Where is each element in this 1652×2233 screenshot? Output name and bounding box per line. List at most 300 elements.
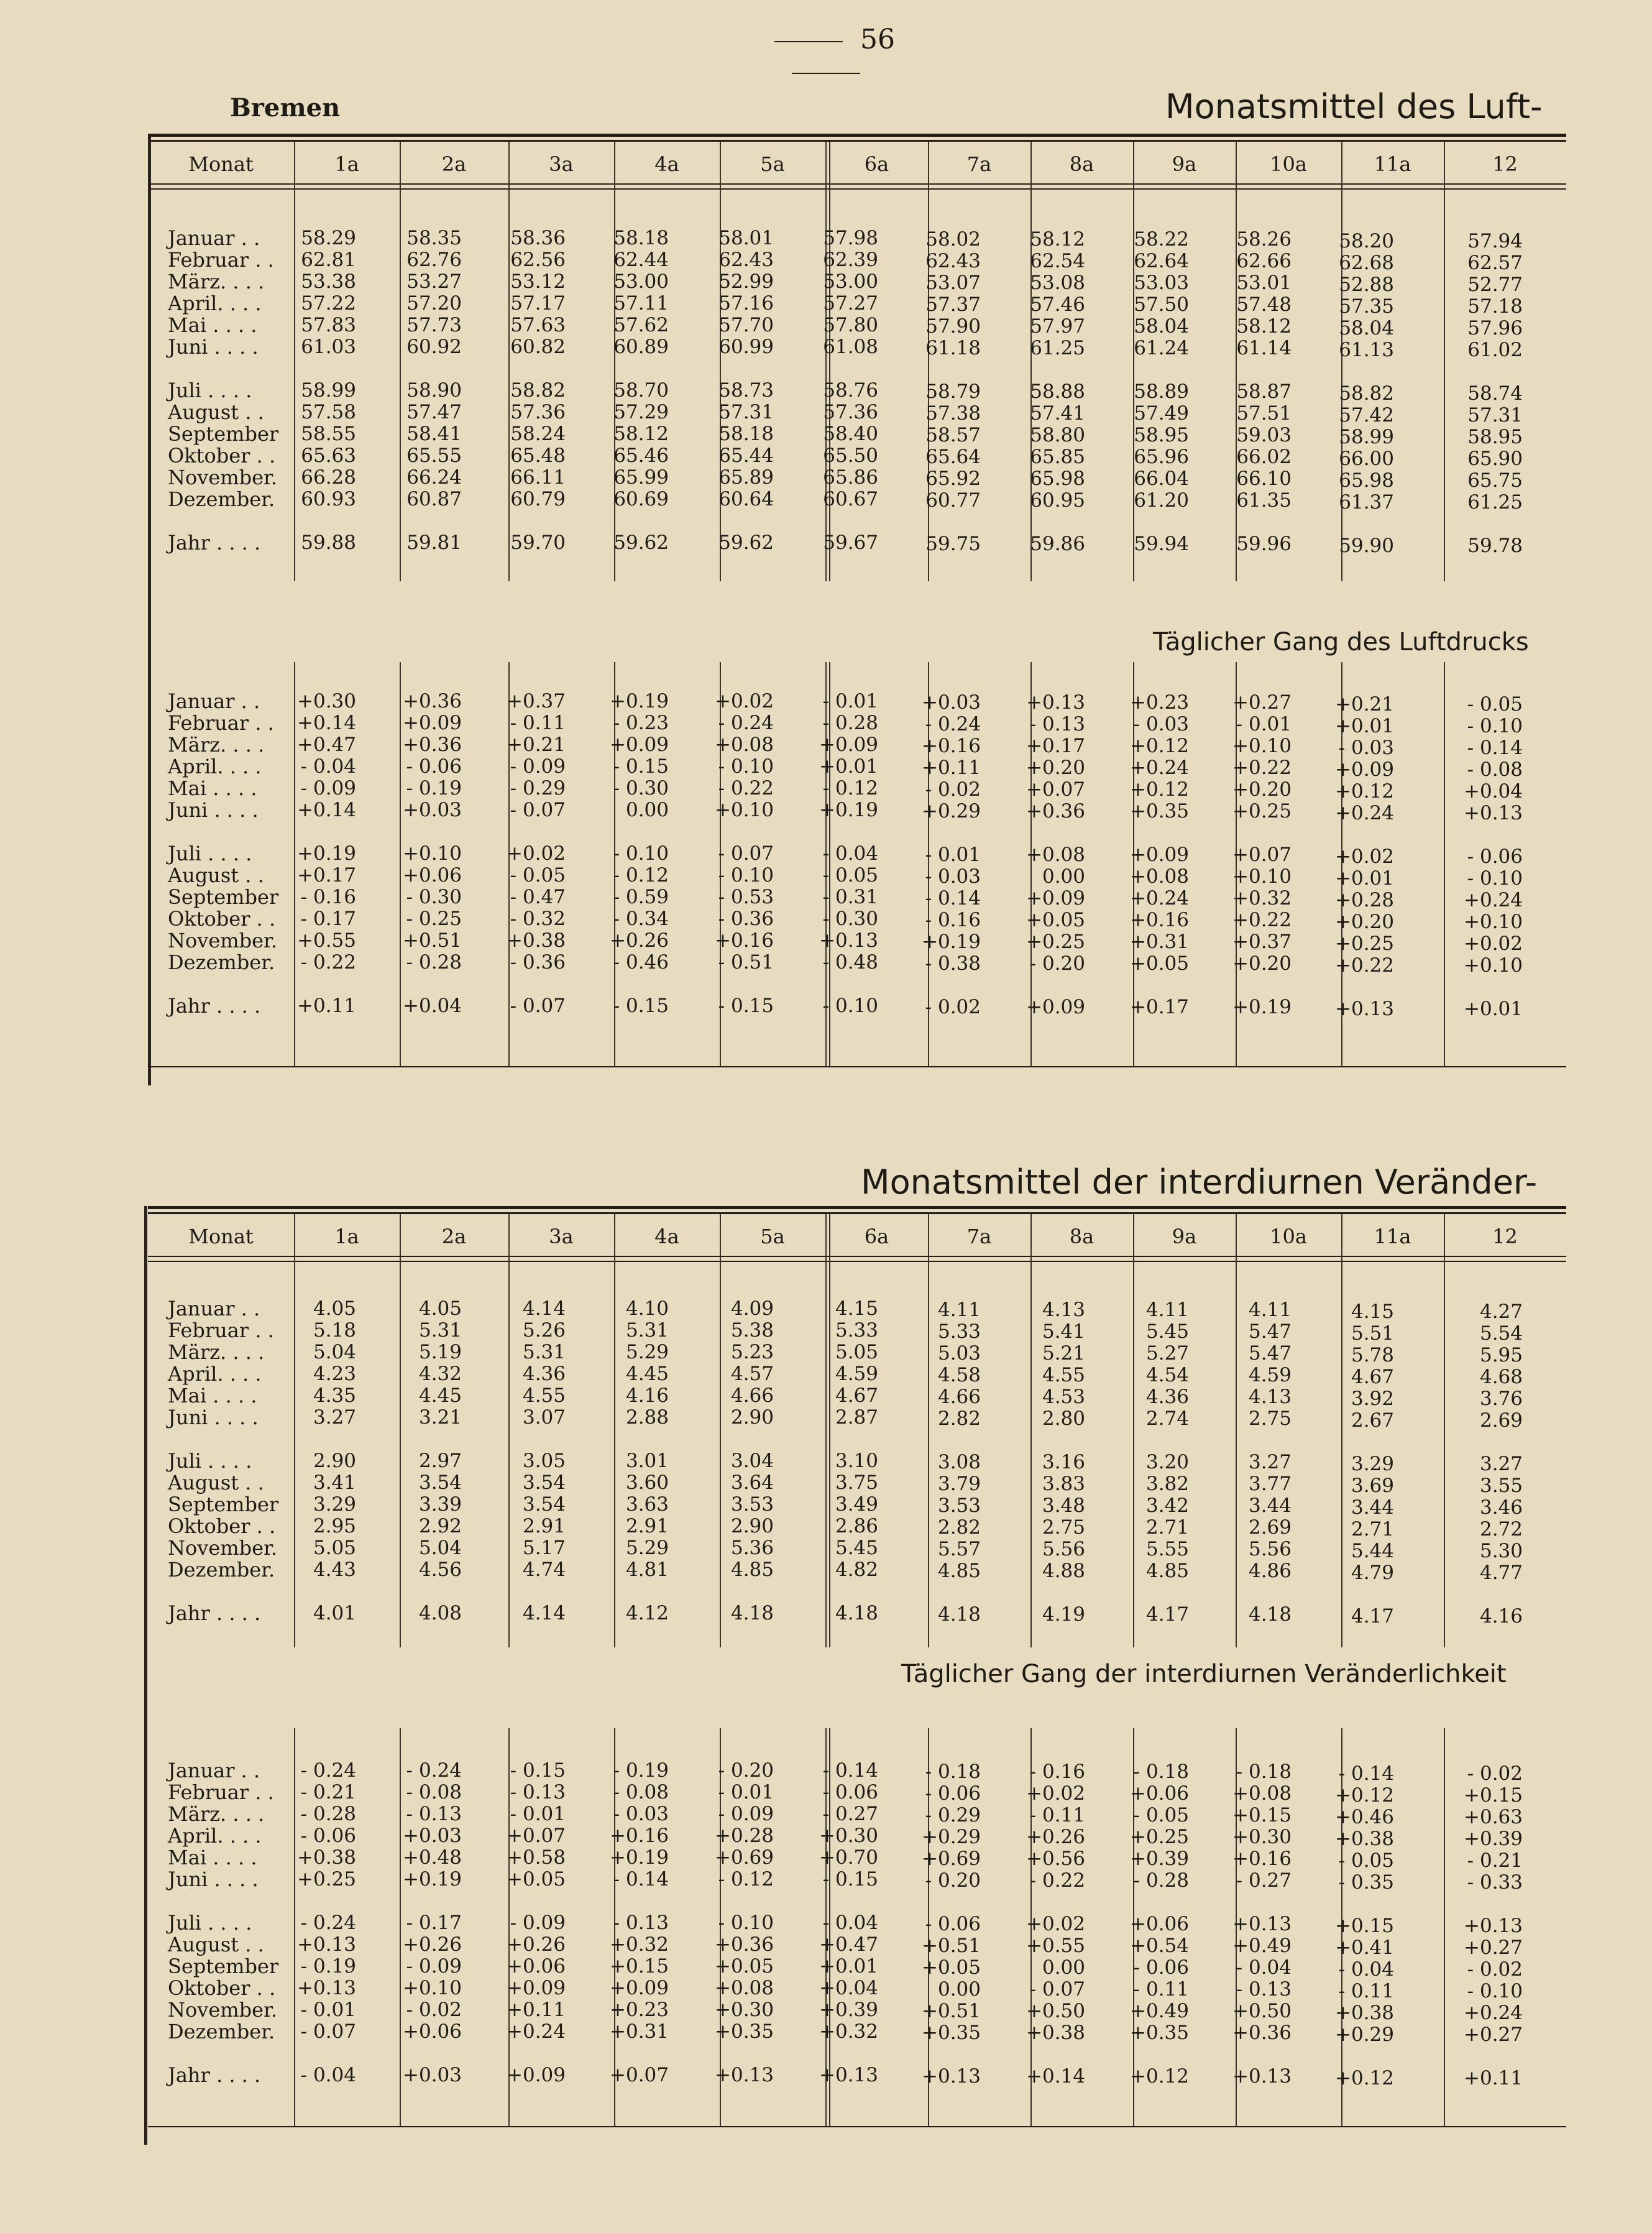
page-number-text: 56 xyxy=(860,24,895,55)
pressure-daily-row-label: Februar . . xyxy=(168,711,274,735)
pressure-mean-cell: 58.35 xyxy=(406,227,462,249)
variability-mean-cell: 2.75 xyxy=(1042,1516,1085,1539)
variability-daily-cell: +0.16 xyxy=(610,1825,669,1847)
pressure-mean-row-label: Januar . . xyxy=(168,226,260,250)
variability-mean-row-label: August . . xyxy=(168,1471,264,1494)
pressure-mean-cell: 62.43 xyxy=(925,250,981,272)
pressure-vline-upper-5 xyxy=(720,142,721,581)
pressure-daily-cell: - 0.07 xyxy=(718,842,774,865)
variability-daily-cell: +0.05 xyxy=(922,1956,981,1979)
pressure-vline-upper-8 xyxy=(1030,142,1032,581)
title-variability-daily: Täglicher Gang der interdiurnen Veränderlichkeit xyxy=(901,1660,1507,1688)
pressure-daily-cell: - 0.19 xyxy=(406,777,462,799)
pressure-daily-row-label: Juni . . . . xyxy=(168,798,259,822)
variability-daily-cell: - 0.27 xyxy=(1236,1869,1292,1892)
variability-daily-cell: +0.38 xyxy=(1335,1828,1394,1850)
variability-daily-cell: +0.35 xyxy=(1130,2022,1189,2044)
variability-daily-cell: +0.19 xyxy=(403,1868,462,1890)
variability-daily-cell: +0.36 xyxy=(1232,2022,1292,2044)
variability-mean-cell: 4.32 xyxy=(418,1363,462,1385)
variability-mean-cell: 4.56 xyxy=(418,1558,462,1581)
pressure-daily-cell: - 0.28 xyxy=(822,712,878,734)
variability-header-9a: 9a xyxy=(1172,1225,1197,1248)
variability-mean-cell: 3.27 xyxy=(1248,1451,1292,1473)
variability-daily-cell: +0.08 xyxy=(715,1977,774,1999)
pressure-mean-row-label: Dezember. xyxy=(168,487,275,511)
pressure-mean-cell: 59.78 xyxy=(1467,535,1523,557)
variability-mean-cell: 4.57 xyxy=(730,1363,774,1385)
variability-mean-cell: 4.01 xyxy=(313,1602,356,1624)
pressure-mean-cell: 65.99 xyxy=(613,466,669,489)
variability-daily-row-label: Jahr . . . . xyxy=(168,2063,261,2087)
pressure-mean-cell: 57.36 xyxy=(510,401,566,423)
pressure-mean-cell: 65.75 xyxy=(1467,469,1523,492)
pressure-daily-cell: +0.36 xyxy=(403,734,462,756)
variability-daily-cell: - 0.10 xyxy=(1467,1980,1523,2002)
variability-daily-cell: +0.13 xyxy=(297,1933,356,1956)
variability-daily-cell: - 0.08 xyxy=(406,1781,462,1803)
variability-mean-cell: 4.36 xyxy=(1145,1386,1189,1408)
pressure-daily-cell: +0.10 xyxy=(1464,911,1523,933)
variability-daily-cell: +0.50 xyxy=(1232,2000,1292,2022)
variability-daily-cell: +0.30 xyxy=(715,1999,774,2021)
variability-daily-cell: - 0.11 xyxy=(1338,1980,1394,2002)
pressure-mean-row-label: Februar . . xyxy=(168,248,274,272)
pressure-vline-upper-7 xyxy=(928,142,929,581)
pressure-rule-head-1 xyxy=(148,183,1566,185)
pressure-daily-cell: +0.19 xyxy=(819,799,878,821)
pressure-daily-cell: +0.09 xyxy=(819,734,878,756)
pressure-daily-cell: +0.03 xyxy=(922,691,981,714)
pressure-daily-cell: +0.22 xyxy=(1335,954,1394,977)
pressure-daily-cell: +0.02 xyxy=(1464,932,1523,955)
pressure-mean-cell: 57.49 xyxy=(1134,402,1189,425)
variability-daily-cell: +0.49 xyxy=(1130,2000,1189,2022)
variability-daily-cell: +0.36 xyxy=(715,1933,774,1956)
pressure-daily-cell: +0.10 xyxy=(715,799,774,821)
variability-mean-cell: 5.38 xyxy=(730,1319,774,1342)
variability-mean-cell: 3.48 xyxy=(1042,1494,1085,1517)
variability-mean-row-label: September xyxy=(168,1493,279,1516)
pressure-daily-row-label: November. xyxy=(168,929,277,952)
pressure-daily-cell: +0.27 xyxy=(1232,691,1292,714)
page-number-dash-right xyxy=(792,73,860,74)
pressure-mean-cell: 65.85 xyxy=(1030,446,1085,468)
pressure-mean-row-label: Juli . . . . xyxy=(168,379,252,402)
pressure-mean-row-label: Juni . . . . xyxy=(168,335,259,359)
variability-daily-cell: - 0.13 xyxy=(406,1803,462,1825)
pressure-daily-cell: +0.02 xyxy=(1335,845,1394,868)
pressure-header-11a: 11a xyxy=(1374,152,1411,176)
pressure-mean-cell: 57.38 xyxy=(925,402,981,425)
pressure-mean-cell: 65.55 xyxy=(406,444,462,467)
pressure-rule-top-2 xyxy=(148,140,1566,142)
variability-mean-cell: 2.71 xyxy=(1145,1516,1189,1539)
variability-mean-cell: 5.29 xyxy=(625,1537,669,1559)
pressure-daily-cell: +0.20 xyxy=(1026,757,1085,779)
pressure-vline-upper-2 xyxy=(400,142,401,581)
variability-header-5a: 5a xyxy=(760,1225,785,1248)
pressure-daily-cell: - 0.11 xyxy=(510,712,566,734)
pressure-mean-cell: 62.57 xyxy=(1467,252,1523,274)
variability-daily-cell: - 0.20 xyxy=(925,1869,981,1892)
variability-mean-cell: 4.10 xyxy=(625,1297,669,1320)
variability-mean-cell: 4.12 xyxy=(625,1602,669,1624)
pressure-daily-cell: - 0.10 xyxy=(822,995,878,1017)
variability-vline-upper-10 xyxy=(1236,1214,1237,1647)
variability-daily-cell: - 0.06 xyxy=(925,1913,981,1935)
pressure-mean-cell: 61.24 xyxy=(1134,337,1189,359)
left-border-bottom xyxy=(144,1206,147,2145)
pressure-mean-row-label: Oktober . . xyxy=(168,444,276,467)
variability-mean-cell: 5.44 xyxy=(1351,1540,1394,1562)
variability-mean-cell: 4.11 xyxy=(1248,1299,1292,1321)
pressure-mean-cell: 61.14 xyxy=(1236,337,1292,359)
variability-daily-cell: +0.70 xyxy=(819,1846,878,1869)
variability-mean-cell: 3.21 xyxy=(418,1406,462,1429)
variability-mean-cell: 2.87 xyxy=(835,1406,878,1429)
pressure-mean-cell: 53.00 xyxy=(613,270,669,293)
pressure-mean-cell: 65.98 xyxy=(1030,467,1085,490)
variability-mean-cell: 5.30 xyxy=(1479,1540,1523,1562)
variability-daily-row-label: November. xyxy=(168,1998,277,2022)
pressure-mean-cell: 53.12 xyxy=(510,270,566,293)
pressure-mean-cell: 60.93 xyxy=(301,488,356,510)
pressure-vline-upper-10 xyxy=(1236,142,1237,581)
pressure-daily-cell: +0.37 xyxy=(507,690,566,712)
variability-mean-cell: 4.05 xyxy=(418,1297,462,1320)
variability-daily-row-label: Januar . . xyxy=(168,1759,260,1782)
variability-mean-cell: 4.59 xyxy=(835,1363,878,1385)
variability-rule-top-1 xyxy=(148,1206,1566,1209)
pressure-mean-cell: 58.79 xyxy=(925,380,981,403)
variability-mean-cell: 4.88 xyxy=(1042,1560,1085,1582)
variability-daily-cell: - 0.16 xyxy=(1029,1761,1085,1783)
variability-daily-cell: +0.09 xyxy=(610,1977,669,1999)
pressure-daily-cell: +0.16 xyxy=(1130,909,1189,931)
pressure-mean-cell: 57.18 xyxy=(1467,295,1523,318)
variability-daily-cell: +0.13 xyxy=(1464,1915,1523,1937)
pressure-daily-cell: +0.13 xyxy=(1335,998,1394,1020)
variability-mean-row-label: Oktober . . xyxy=(168,1514,276,1538)
pressure-mean-cell: 60.69 xyxy=(613,488,669,510)
variability-mean-cell: 3.01 xyxy=(625,1450,669,1472)
pressure-daily-cell: +0.28 xyxy=(1335,889,1394,911)
pressure-mean-cell: 60.82 xyxy=(510,336,566,358)
variability-daily-cell: +0.08 xyxy=(1232,1782,1292,1805)
variability-daily-cell: +0.69 xyxy=(715,1846,774,1869)
pressure-daily-row-label: Jahr . . . . xyxy=(168,994,261,1018)
variability-daily-cell: +0.15 xyxy=(1232,1804,1292,1826)
variability-mean-cell: 3.82 xyxy=(1145,1473,1189,1495)
variability-mean-cell: 3.54 xyxy=(522,1493,566,1516)
pressure-mean-cell: 57.73 xyxy=(406,314,462,336)
variability-mean-cell: 3.92 xyxy=(1351,1388,1394,1410)
pressure-daily-cell: - 0.03 xyxy=(1338,737,1394,759)
pressure-daily-cell: +0.03 xyxy=(403,799,462,821)
variability-mean-cell: 5.17 xyxy=(522,1537,566,1559)
variability-mean-cell: 5.45 xyxy=(835,1537,878,1559)
variability-mean-cell: 3.08 xyxy=(937,1451,981,1473)
variability-daily-row-label: April. . . . xyxy=(168,1824,262,1848)
variability-daily-cell: +0.14 xyxy=(1026,2065,1085,2088)
variability-mean-cell: 2.90 xyxy=(730,1515,774,1537)
pressure-mean-cell: 57.80 xyxy=(823,314,878,336)
variability-daily-cell: - 0.14 xyxy=(822,1759,878,1782)
variability-mean-cell: 3.27 xyxy=(313,1406,356,1429)
pressure-header-3a: 3a xyxy=(549,152,574,176)
variability-daily-cell: - 0.14 xyxy=(1338,1762,1394,1785)
pressure-mean-cell: 59.90 xyxy=(1339,535,1394,557)
variability-daily-cell: +0.63 xyxy=(1464,1806,1523,1828)
variability-daily-cell: - 0.04 xyxy=(1236,1956,1292,1979)
variability-mean-cell: 5.21 xyxy=(1042,1342,1085,1365)
pressure-vline-upper-6 xyxy=(825,142,827,581)
pressure-mean-cell: 57.58 xyxy=(301,401,356,423)
pressure-mean-cell: 61.03 xyxy=(301,336,356,358)
variability-daily-cell: +0.13 xyxy=(715,2064,774,2086)
pressure-mean-cell: 62.39 xyxy=(823,249,878,271)
pressure-mean-cell: 60.89 xyxy=(613,336,669,358)
variability-daily-cell: - 0.28 xyxy=(1133,1869,1189,1892)
variability-rule-top-2 xyxy=(148,1212,1566,1214)
pressure-mean-cell: 58.12 xyxy=(1236,315,1292,338)
variability-daily-cell: +0.19 xyxy=(610,1846,669,1869)
pressure-daily-cell: +0.51 xyxy=(403,929,462,952)
variability-mean-cell: 3.10 xyxy=(835,1450,878,1472)
variability-mean-cell: 3.04 xyxy=(730,1450,774,1472)
variability-daily-cell: +0.29 xyxy=(922,1826,981,1848)
variability-daily-cell: +0.16 xyxy=(1232,1848,1292,1870)
variability-daily-cell: +0.28 xyxy=(715,1825,774,1847)
pressure-daily-cell: 0.00 xyxy=(1042,865,1085,888)
variability-vline-upper-9 xyxy=(1133,1214,1134,1647)
variability-mean-cell: 2.95 xyxy=(313,1515,356,1537)
pressure-mean-cell: 58.82 xyxy=(1339,382,1394,405)
pressure-daily-cell: +0.12 xyxy=(1130,778,1189,801)
pressure-mean-cell: 58.57 xyxy=(925,424,981,446)
variability-daily-cell: - 0.03 xyxy=(613,1803,669,1825)
pressure-mean-cell: 57.97 xyxy=(1030,315,1085,338)
pressure-mean-cell: 65.44 xyxy=(718,444,774,467)
pressure-mean-cell: 66.04 xyxy=(1134,467,1189,490)
pressure-mean-cell: 52.88 xyxy=(1339,274,1394,296)
variability-daily-cell: - 0.06 xyxy=(1133,1956,1189,1979)
variability-daily-cell: - 0.10 xyxy=(718,1912,774,1934)
variability-mean-cell: 3.79 xyxy=(937,1473,981,1495)
pressure-daily-cell: +0.16 xyxy=(715,929,774,952)
variability-vline-upper-2 xyxy=(400,1214,401,1647)
variability-mean-cell: 4.67 xyxy=(1351,1366,1394,1388)
pressure-mean-cell: 58.12 xyxy=(1030,228,1085,251)
variability-mean-cell: 3.20 xyxy=(1145,1451,1189,1473)
pressure-daily-cell: - 0.09 xyxy=(300,777,356,799)
pressure-daily-cell: +0.20 xyxy=(1335,911,1394,933)
variability-mean-row-label: Januar . . xyxy=(168,1297,260,1320)
pressure-rule-bottom xyxy=(148,1066,1566,1067)
pressure-daily-cell: +0.04 xyxy=(403,995,462,1017)
pressure-mean-cell: 53.07 xyxy=(925,272,981,294)
pressure-daily-cell: +0.09 xyxy=(1130,844,1189,866)
pressure-mean-cell: 58.76 xyxy=(823,379,878,402)
variability-vline-upper-double xyxy=(829,1214,830,1647)
pressure-mean-cell: 65.89 xyxy=(718,466,774,489)
pressure-daily-cell: - 0.04 xyxy=(822,842,878,865)
pressure-daily-cell: - 0.05 xyxy=(1467,693,1523,716)
variability-daily-cell: - 0.05 xyxy=(1133,1804,1189,1826)
pressure-daily-cell: +0.10 xyxy=(1464,954,1523,977)
pressure-mean-cell: 59.96 xyxy=(1236,533,1292,555)
variability-mean-cell: 4.17 xyxy=(1351,1605,1394,1628)
pressure-daily-cell: - 0.14 xyxy=(925,887,981,909)
pressure-mean-cell: 58.95 xyxy=(1134,424,1189,446)
pressure-daily-cell: - 0.38 xyxy=(925,952,981,975)
variability-mean-cell: 4.58 xyxy=(937,1364,981,1386)
pressure-mean-cell: 57.31 xyxy=(718,401,774,423)
variability-daily-cell: - 0.28 xyxy=(300,1803,356,1825)
pressure-daily-cell: - 0.03 xyxy=(925,865,981,888)
variability-mean-cell: 4.55 xyxy=(522,1384,566,1407)
variability-daily-cell: +0.48 xyxy=(403,1846,462,1869)
pressure-mean-cell: 58.12 xyxy=(613,423,669,445)
pressure-mean-row-label: April. . . . xyxy=(168,292,262,315)
variability-daily-cell: - 0.01 xyxy=(300,1999,356,2021)
pressure-mean-cell: 59.75 xyxy=(925,533,981,555)
variability-mean-cell: 2.91 xyxy=(625,1515,669,1537)
variability-mean-cell: 3.64 xyxy=(730,1471,774,1494)
variability-mean-cell: 4.81 xyxy=(625,1558,669,1581)
variability-mean-cell: 5.45 xyxy=(1145,1320,1189,1343)
variability-daily-cell: +0.25 xyxy=(297,1868,356,1890)
pressure-daily-cell: - 0.01 xyxy=(1236,713,1292,735)
variability-mean-cell: 5.78 xyxy=(1351,1344,1394,1366)
variability-mean-cell: 4.16 xyxy=(1479,1605,1523,1628)
variability-mean-cell: 5.47 xyxy=(1248,1342,1292,1365)
pressure-daily-cell: - 0.13 xyxy=(1029,713,1085,735)
variability-daily-cell: +0.06 xyxy=(403,2020,462,2043)
pressure-mean-cell: 58.22 xyxy=(1134,228,1189,251)
pressure-mean-cell: 65.46 xyxy=(613,444,669,467)
variability-mean-cell: 3.16 xyxy=(1042,1451,1085,1473)
pressure-mean-cell: 62.44 xyxy=(613,249,669,271)
variability-mean-cell: 3.53 xyxy=(937,1494,981,1517)
pressure-mean-cell: 62.64 xyxy=(1134,250,1189,272)
pressure-daily-cell: +0.02 xyxy=(507,842,566,865)
variability-mean-cell: 2.72 xyxy=(1479,1518,1523,1540)
pressure-mean-row-label: August . . xyxy=(168,400,264,424)
variability-mean-cell: 3.46 xyxy=(1479,1496,1523,1519)
pressure-mean-cell: 53.03 xyxy=(1134,272,1189,294)
variability-daily-cell: +0.03 xyxy=(403,1825,462,1847)
pressure-mean-cell: 60.87 xyxy=(406,488,462,510)
pressure-mean-cell: 60.64 xyxy=(718,488,774,510)
variability-daily-cell: +0.38 xyxy=(1335,2002,1394,2024)
pressure-header-1a: 1a xyxy=(334,152,359,176)
pressure-mean-cell: 66.24 xyxy=(406,466,462,489)
variability-mean-cell: 4.67 xyxy=(835,1384,878,1407)
pressure-mean-cell: 57.47 xyxy=(406,401,462,423)
variability-daily-cell: - 0.07 xyxy=(1029,1978,1085,2000)
pressure-mean-cell: 57.83 xyxy=(301,314,356,336)
variability-daily-cell: +0.06 xyxy=(1130,1782,1189,1805)
title-pressure-daily: Täglicher Gang des Luftdrucks xyxy=(1153,628,1529,656)
pressure-daily-cell: - 0.51 xyxy=(718,951,774,974)
variability-rule-head-2 xyxy=(148,1261,1566,1262)
pressure-daily-cell: - 0.12 xyxy=(822,777,878,799)
variability-vline-upper-7 xyxy=(928,1214,929,1647)
variability-daily-cell: - 0.18 xyxy=(1133,1761,1189,1783)
pressure-daily-cell: +0.17 xyxy=(297,864,356,886)
pressure-mean-cell: 58.74 xyxy=(1467,382,1523,405)
variability-daily-cell: - 0.19 xyxy=(613,1759,669,1782)
pressure-mean-cell: 60.99 xyxy=(718,336,774,358)
variability-mean-cell: 5.56 xyxy=(1042,1538,1085,1560)
pressure-daily-cell: - 0.10 xyxy=(613,842,669,865)
pressure-daily-cell: - 0.06 xyxy=(1467,845,1523,868)
variability-mean-cell: 4.66 xyxy=(937,1386,981,1408)
pressure-mean-cell: 61.02 xyxy=(1467,339,1523,361)
variability-header-8a: 8a xyxy=(1069,1225,1094,1248)
pressure-daily-row-label: Juli . . . . xyxy=(168,842,252,865)
variability-mean-cell: 5.31 xyxy=(625,1319,669,1342)
pressure-header-2a: 2a xyxy=(441,152,467,176)
variability-daily-cell: +0.13 xyxy=(297,1977,356,1999)
variability-mean-cell: 5.55 xyxy=(1145,1538,1189,1560)
variability-daily-cell: - 0.20 xyxy=(718,1759,774,1782)
pressure-daily-cell: +0.21 xyxy=(1335,693,1394,716)
pressure-mean-cell: 65.96 xyxy=(1134,446,1189,468)
variability-mean-cell: 4.86 xyxy=(1248,1560,1292,1582)
variability-daily-cell: - 0.06 xyxy=(925,1782,981,1805)
pressure-mean-cell: 66.10 xyxy=(1236,467,1292,490)
pressure-daily-cell: +0.21 xyxy=(507,734,566,756)
variability-daily-cell: +0.09 xyxy=(507,1977,566,1999)
variability-mean-cell: 4.15 xyxy=(835,1297,878,1320)
pressure-daily-cell: +0.01 xyxy=(819,755,878,778)
variability-mean-cell: 5.18 xyxy=(313,1319,356,1342)
variability-mean-cell: 4.45 xyxy=(418,1384,462,1407)
variability-vline-upper-5 xyxy=(720,1214,721,1647)
variability-mean-cell: 3.77 xyxy=(1248,1473,1292,1495)
pressure-mean-cell: 61.18 xyxy=(925,337,981,359)
pressure-mean-cell: 62.76 xyxy=(406,249,462,271)
pressure-vline-upper-1 xyxy=(294,142,295,581)
pressure-daily-cell: +0.17 xyxy=(1026,735,1085,757)
pressure-daily-cell: +0.10 xyxy=(1232,735,1292,757)
variability-daily-cell: +0.13 xyxy=(922,2065,981,2088)
variability-mean-cell: 3.29 xyxy=(313,1493,356,1516)
pressure-mean-cell: 60.79 xyxy=(510,488,566,510)
pressure-vline-upper-3 xyxy=(508,142,510,581)
variability-mean-cell: 2.71 xyxy=(1351,1518,1394,1540)
pressure-daily-cell: +0.13 xyxy=(1464,802,1523,824)
variability-header-monat: Monat xyxy=(188,1225,254,1248)
variability-mean-cell: 4.11 xyxy=(1145,1299,1189,1321)
variability-mean-cell: 2.75 xyxy=(1248,1407,1292,1430)
variability-mean-cell: 4.43 xyxy=(313,1558,356,1581)
pressure-daily-cell: 0.00 xyxy=(625,799,669,821)
pressure-daily-cell: - 0.02 xyxy=(925,996,981,1018)
variability-daily-cell: - 0.09 xyxy=(718,1803,774,1825)
variability-mean-cell: 3.60 xyxy=(625,1471,669,1494)
variability-mean-cell: 3.42 xyxy=(1145,1494,1189,1517)
pressure-daily-cell: - 0.31 xyxy=(822,886,878,908)
variability-daily-cell: - 0.11 xyxy=(1029,1804,1085,1826)
pressure-mean-cell: 57.16 xyxy=(718,292,774,315)
pressure-mean-cell: 57.63 xyxy=(510,314,566,336)
variability-daily-cell: - 0.04 xyxy=(822,1912,878,1934)
variability-mean-cell: 3.69 xyxy=(1351,1475,1394,1497)
